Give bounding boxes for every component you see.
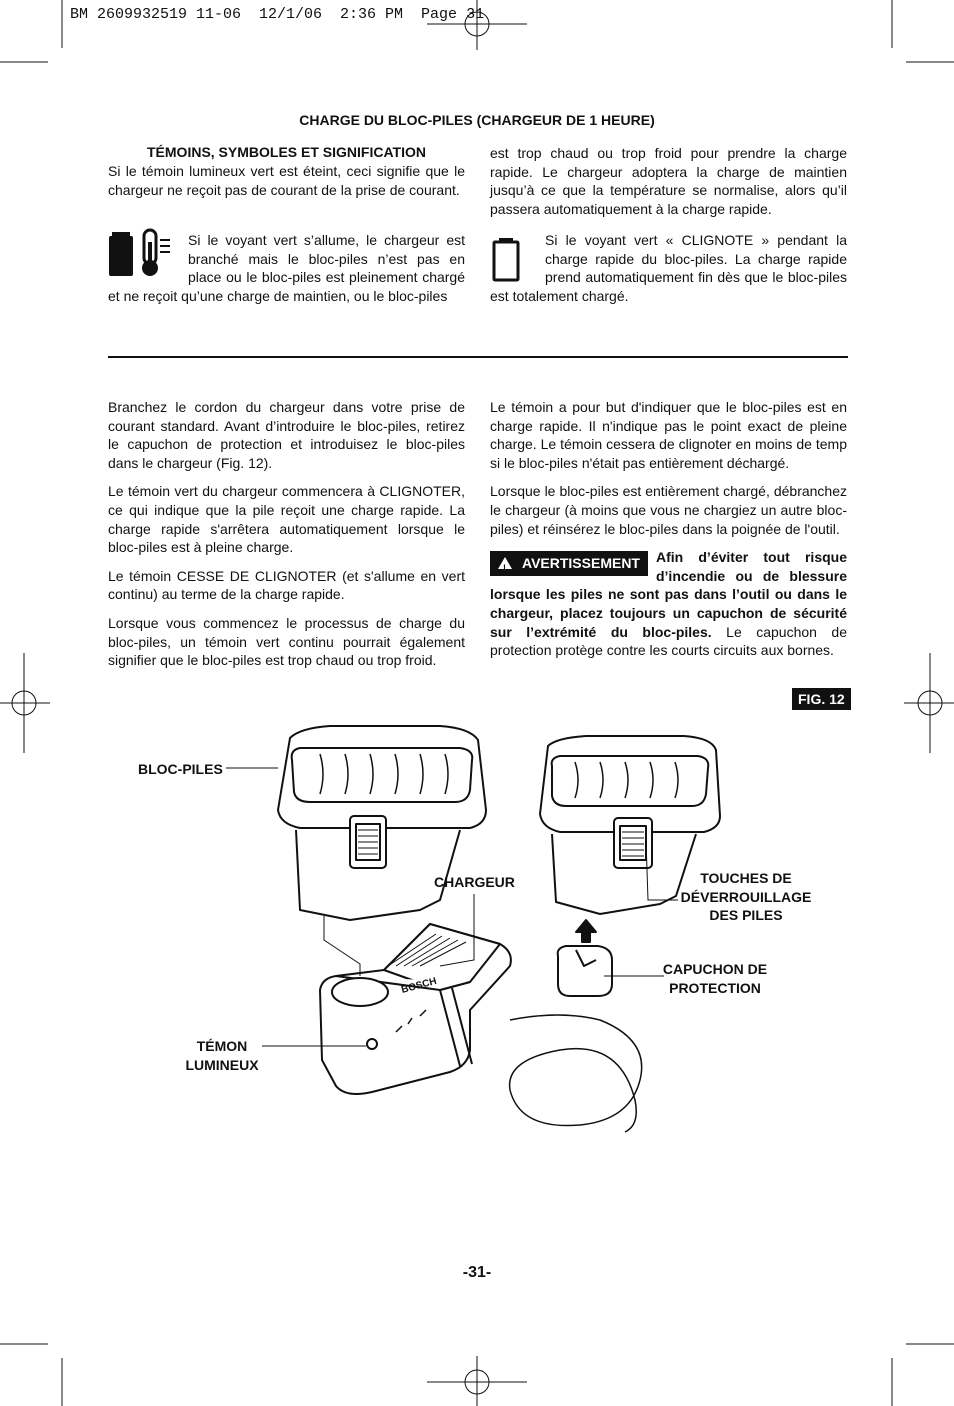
callout-capuchon: CAPUCHON DE PROTECTION [662,961,768,996]
indicator-off-text: Si le témoin lumineux vert est éteint, ceci signifie que le chargeur ne reçoit pas de courant de la prise de courant. [108,163,465,198]
warning-badge: ! AVERTISSEMENT [490,551,648,576]
charger-illustration [0,720,954,1140]
paragraph: Branchez le cordon du chargeur dans votre prise de courant standard. Avant d’introduire le bloc-piles, retirez le capuchon de protection et introduisez le bloc-piles dans le chargeur (Fig. 12). [108,399,465,471]
paragraph: Le témoin a pour but d'indiquer que le bloc-piles est en charge rapide. Il n'indique pas le point exact de pleine charge. Le témoin cessera de clignoter en moins de temp si le bloc-piles n'était pas entièrement déchargé. [490,399,847,471]
paragraph: Lorsque vous commencez le processus de charge du bloc-piles, un témoin vert continu pourrait également signifier que le bloc-piles est trop chaud ou trop froid. [108,614,465,669]
indicators-heading: TÉMOINS, SYMBOLES ET SIGNIFICATION [147,144,426,160]
indicator-green-on-text-2: est trop chaud ou trop froid pour prendre la charge rapide. Le chargeur adoptera la charge de maintien jusqu’à ce que la température se normalise, alors qu’il passera automatiquement à la charge rapide. [490,145,847,217]
figure-label: FIG. 12 [792,688,851,710]
section-title: CHARGE DU BLOC-PILES (CHARGEUR DE 1 HEURE) [299,112,655,128]
brand-logo: BOSCH [400,975,438,996]
paragraph: Lorsque le bloc-piles est entièrement chargé, débranchez le chargeur (à moins que vous ne chargiez un autre bloc-piles) et réinsérez le bloc-piles dans la poignée de l'outil. [490,483,847,537]
warning-block [490,548,847,660]
indicator-blink-text: Si le voyant vert « CLIGNOTE » pendant la charge rapide du bloc-piles. La charge rapide prend automatiquement fin dès que le bloc-piles est totalement chargé. [490,232,847,304]
callout-touches-deverrouillage: TOUCHES DE DÉVERROUILLAGE DES PILES [680,870,812,924]
print-slug: BM 2609932519 11-06 12/1/06 2:36 PM Page 31 [70,6,485,23]
warning-normal-text: Le capuchon de protection protège contre les courts circuits aux bornes. [490,623,848,659]
page-number: -31- [462,1264,492,1281]
charger-unit [320,924,511,1094]
section-divider [108,356,848,358]
callout-temoin-lumineux: TÉMON LUMINEUX [185,1038,259,1073]
warning-bold-text: Afin d’éviter tout risque d’incendie ou de blessure lorsque les piles ne sont pas dans l’outil ou dans le chargeur, placez toujours un capuchon de sécurité sur l’extrémité du bloc-piles. [490,549,847,640]
paragraph: Le témoin CESSE DE CLIGNOTER (et s'allume en vert continu) au terme de la charge rapide. [108,567,465,603]
right-column [490,398,847,660]
protective-cap [558,946,612,996]
up-arrow-icon [576,920,596,942]
indicator-green-on-text-1: Si le voyant vert s’allume, le chargeur est branché mais le bloc-piles n’est pas en place ou le bloc-piles est pleinement chargé et ne reçoit qu’une charge de maintien, ou le bloc-piles [108,232,465,304]
left-column [108,398,465,680]
paragraph: Le témoin vert du chargeur commencera à CLIGNOTER, ce qui indique que la pile reçoit une charge rapide. La charge rapide s'arrêtera automatiquement lorsque le bloc-piles est à pleine charge. [108,483,465,556]
callout-chargeur: CHARGEUR [434,874,515,890]
warning-triangle-icon: ! [498,557,512,569]
callout-bloc-piles: BLOC-PILES [138,761,223,777]
